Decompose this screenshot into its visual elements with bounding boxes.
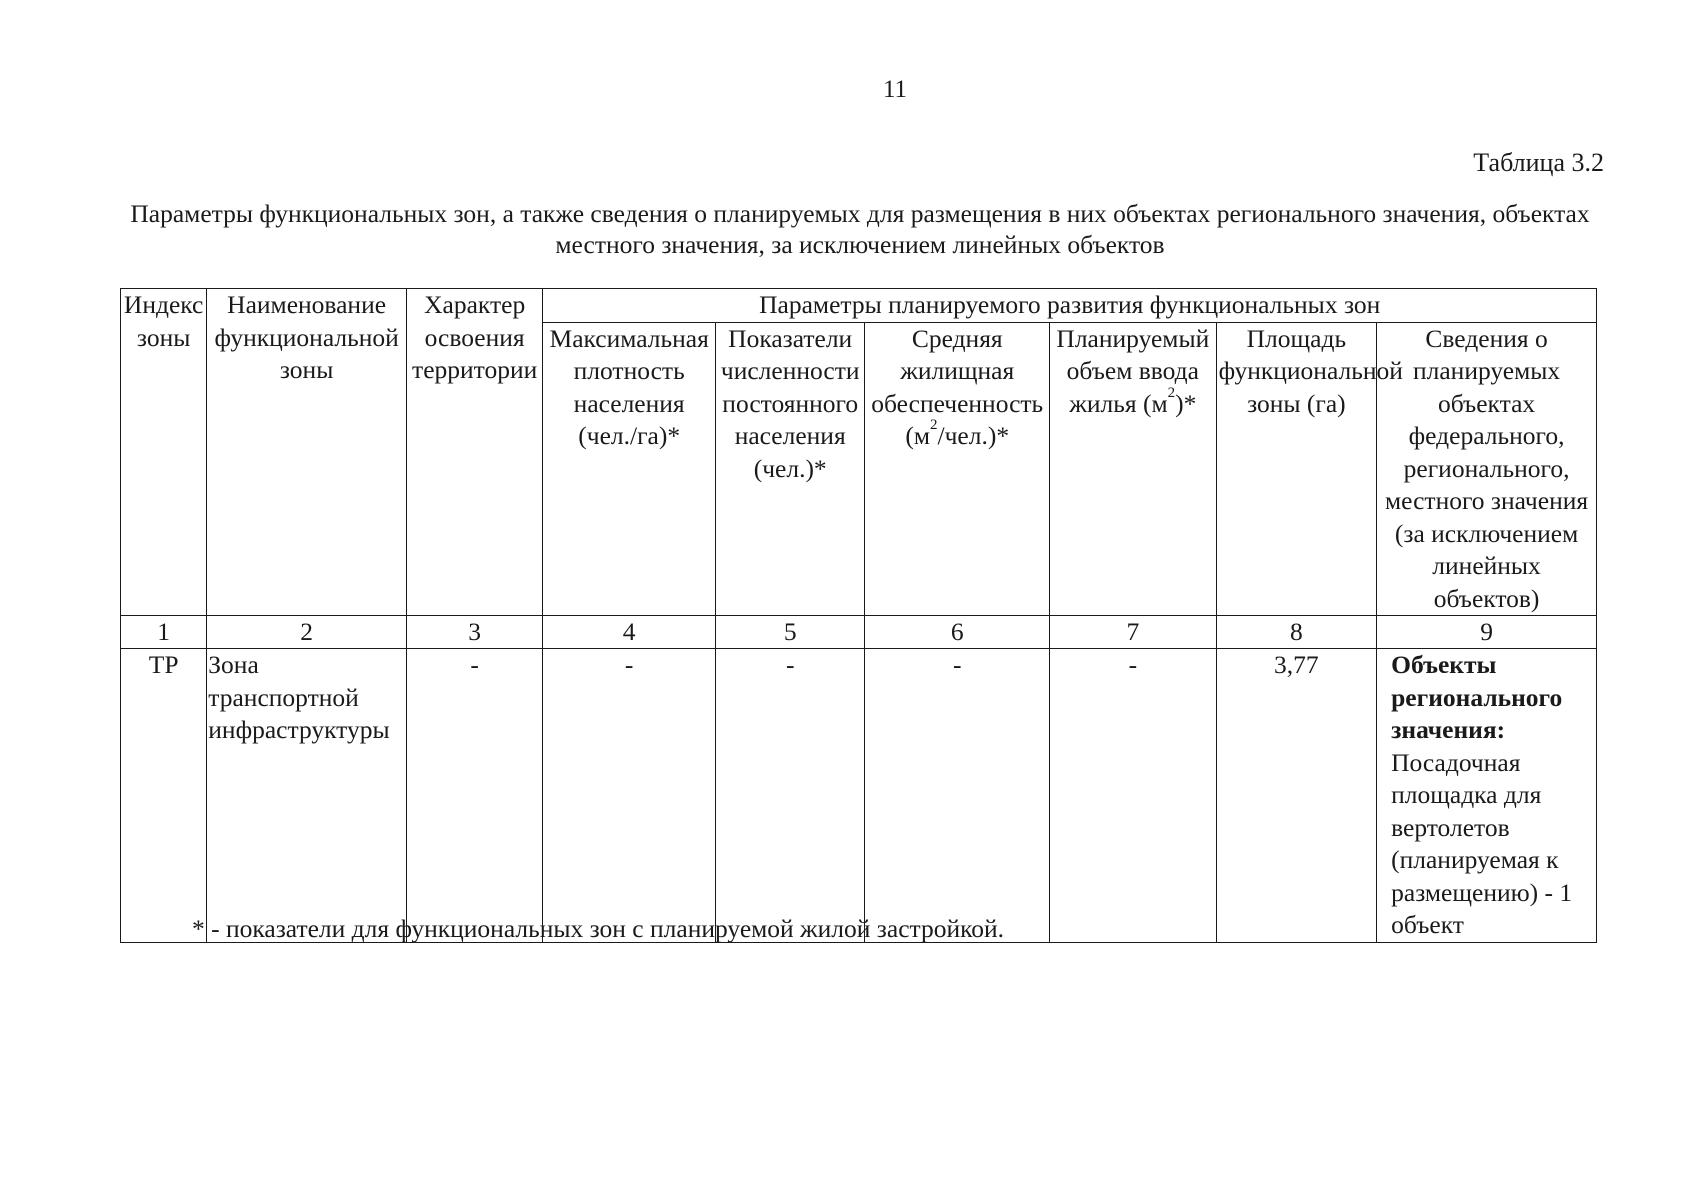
cell-zone-name: Зона транспортной инфраструктуры: [207, 649, 407, 943]
page-number: 11: [882, 76, 908, 103]
cell-population: -: [715, 649, 864, 943]
column-number: 3: [406, 616, 542, 649]
header-objects: Сведения о планируемых объектах федерального, регионального, местного значения (за исключением линейных объектов): [1377, 322, 1597, 616]
table-label: Таблица 3.2: [1473, 148, 1604, 177]
column-number: 4: [543, 616, 716, 649]
header-area: Площадь функциональной зоны (га): [1216, 322, 1377, 616]
column-number: 1: [121, 616, 207, 649]
header-housing: Средняя жилищная обеспеченность $(м^2/чел.)*$: [865, 322, 1050, 616]
header-zone-name: Наименование функциональной зоны: [207, 289, 407, 616]
cell-index: ТР: [121, 649, 207, 943]
header-character: Характер освоения территории: [406, 289, 542, 616]
cell-character: -: [406, 649, 542, 943]
footnote: * - показатели для функциональных зон с планируемой жилой застройкой.: [192, 914, 1004, 943]
column-number: 7: [1050, 616, 1217, 649]
header-index: Индекс зоны: [121, 289, 207, 616]
objects-heading: Объекты регионального значения:: [1391, 650, 1563, 744]
header-density: Максимальная плотность населения (чел./га)*: [543, 322, 716, 616]
column-numbers-row: [121, 616, 1597, 649]
column-number: 2: [207, 616, 407, 649]
cell-housing: -: [865, 649, 1050, 943]
cell-area: 3,77: [1216, 649, 1377, 943]
cell-objects: [1377, 649, 1597, 943]
table-row: [121, 649, 1597, 943]
objects-text: Посадочная площадка для вертолетов (планируемая к размещению) - 1 объект: [1391, 747, 1573, 939]
cell-volume: -: [1050, 649, 1217, 943]
column-number: 5: [715, 616, 864, 649]
cell-density: -: [543, 649, 716, 943]
header-population: Показатели численности постоянного населения (чел.)*: [715, 322, 864, 616]
column-number: 8: [1216, 616, 1377, 649]
column-number: 6: [865, 616, 1050, 649]
column-number: 9: [1377, 616, 1597, 649]
header-volume: Планируемый объем ввода жилья $(м^2)*$: [1050, 322, 1217, 616]
functional-zones-table: [120, 288, 1597, 943]
header-parameters-group: Параметры планируемого развития функциональных зон: [543, 289, 1597, 323]
table-caption: Параметры функциональных зон, а также сведения о планируемых для размещения в них объектах регионального значения, объектах местного значения, за исключением линейных объектов: [130, 199, 1590, 259]
